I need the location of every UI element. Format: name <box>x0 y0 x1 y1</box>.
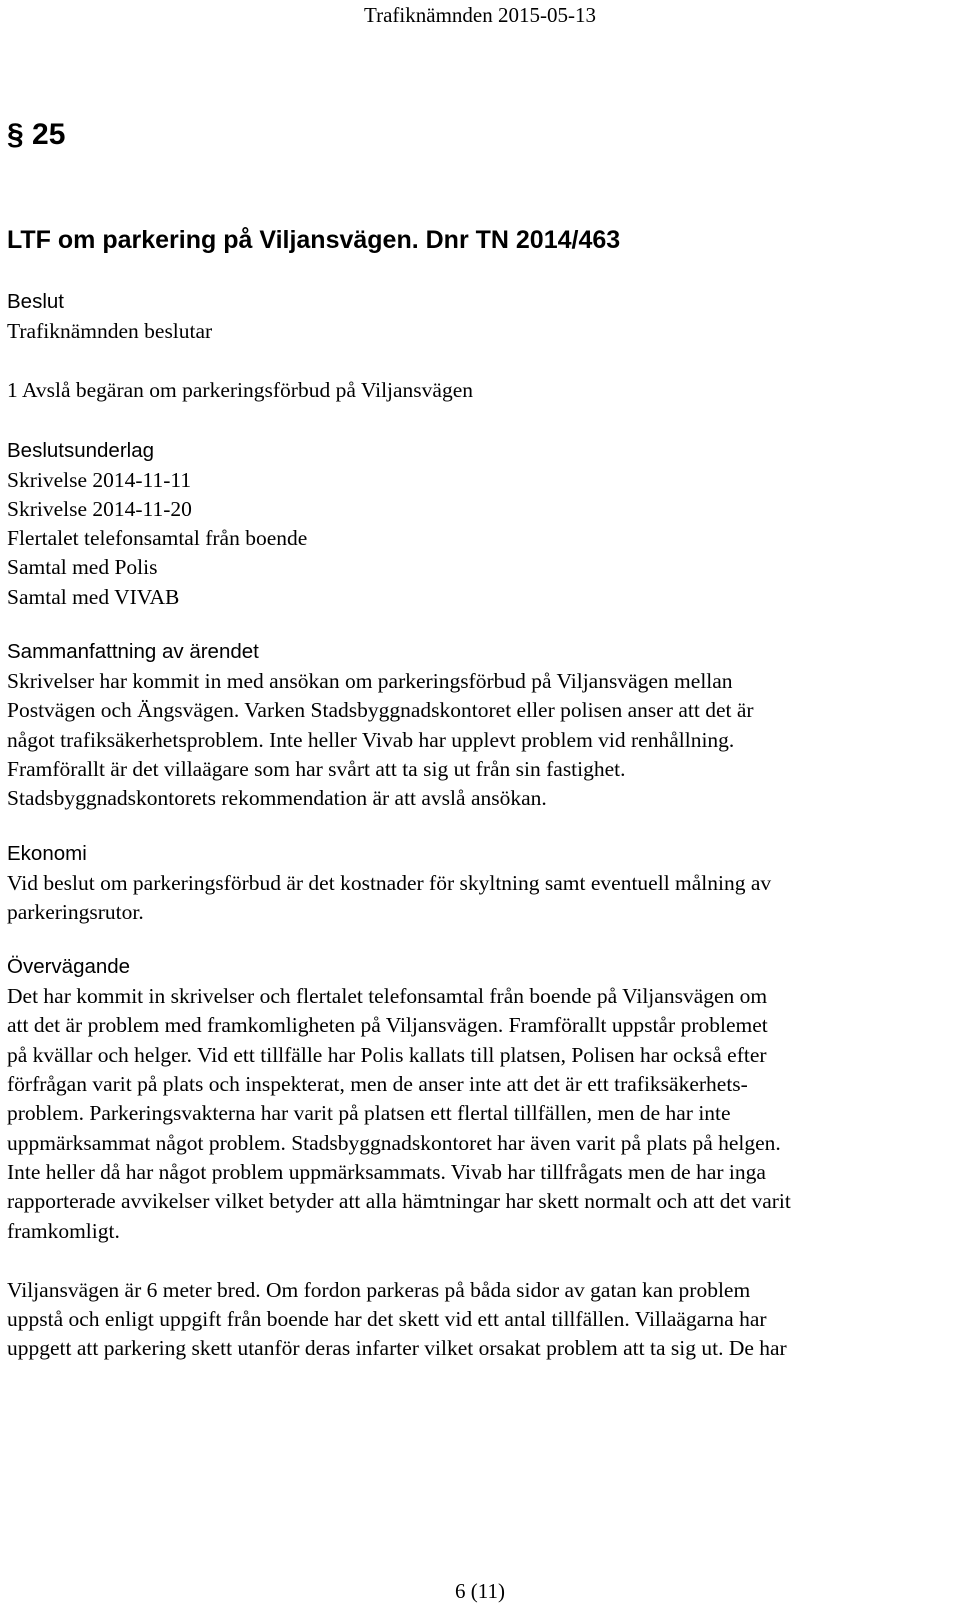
overvagande-heading: Övervägande <box>7 955 131 979</box>
ekonomi-line: Vid beslut om parkeringsförbud är det kostnader för skyltning samt eventuell målning av <box>7 870 772 895</box>
sammanfattning-line: något trafiksäkerhetsproblem. Inte heller Vivab har upplevt problem vid renhållning. <box>7 727 735 752</box>
beslut-decision-item: 1 Avslå begäran om parkeringsförbud på Viljansvägen <box>7 378 474 403</box>
beslutsunderlag-item: Samtal med Polis <box>7 555 158 580</box>
ekonomi-heading: Ekonomi <box>7 841 87 865</box>
beslutsunderlag-item: Skrivelse 2014-11-20 <box>7 496 192 521</box>
overvagande-section <box>7 952 952 1364</box>
sammanfattning-section <box>7 637 952 813</box>
sammanfattning-line: Stadsbyggnadskontorets rekommendation är att avslå ansökan. <box>7 786 547 811</box>
overvagande-line: uppmärksammat något problem. Stadsbyggnadskontoret har även varit på plats på helgen. <box>7 1130 781 1155</box>
overvagande-line: Det har kommit in skrivelser och flertalet telefonsamtal från boende på Viljansvägen om <box>7 984 768 1009</box>
overvagande-line: på kvällar och helger. Vid ett tillfälle har Polis kallats till platsen, Polisen har också efter <box>7 1042 767 1067</box>
overvagande-line: problem. Parkeringsvakterna har varit på platsen ett flertal tillfällen, men de har inte <box>7 1101 731 1126</box>
sammanfattning-line: Postvägen och Ängsvägen. Varken Stadsbyggnadskontoret eller polisen anser att det är <box>7 698 754 723</box>
ekonomi-section <box>7 839 952 928</box>
overvagande-line: att det är problem med framkomligheten på Viljansvägen. Framförallt uppstår problemet <box>7 1013 768 1038</box>
beslutsunderlag-item: Flertalet telefonsamtal från boende <box>7 526 308 551</box>
overvagande-line: Viljansvägen är 6 meter bred. Om fordon parkeras på båda sidor av gatan kan problem <box>7 1277 751 1302</box>
section-number: § 25 <box>7 118 66 151</box>
beslutsunderlag-heading: Beslutsunderlag <box>7 438 155 462</box>
page-header: Trafiknämnden 2015-05-13 <box>364 3 596 27</box>
beslut-section <box>7 287 952 406</box>
sammanfattning-line: Framförallt är det villaägare som har svårt att ta sig ut från sin fastighet. <box>7 756 626 781</box>
sammanfattning-line: Skrivelser har kommit in med ansökan om parkeringsförbud på Viljansvägen mellan <box>7 669 733 694</box>
sammanfattning-heading: Sammanfattning av ärendet <box>7 640 259 664</box>
beslut-heading: Beslut <box>7 290 64 313</box>
overvagande-line: rapporterade avvikelser vilket betyder att alla hämtningar har skett normalt och att det varit <box>7 1189 791 1214</box>
ekonomi-line: parkeringsrutor. <box>7 899 144 924</box>
beslutsunderlag-section <box>7 436 952 612</box>
overvagande-line: förfrågan varit på plats och inspekterat, men de anser inte att det är ett trafiksäkerhets- <box>7 1072 748 1097</box>
overvagande-line: uppstå och enligt uppgift från boende har det skett vid ett antal tillfällen. Villaägarna har <box>7 1307 767 1332</box>
overvagande-line: Inte heller då har något problem uppmärksammats. Vivab har tillfrågats men de har inga <box>7 1159 766 1184</box>
beslutsunderlag-item: Samtal med VIVAB <box>7 584 180 609</box>
document-title: LTF om parkering på Viljansvägen. Dnr TN 2014/463 <box>7 226 621 254</box>
page-number: 6 (11) <box>455 1579 505 1603</box>
beslut-line: Trafiknämnden beslutar <box>7 319 213 343</box>
document-body <box>7 287 952 1364</box>
overvagande-line: framkomligt. <box>7 1218 120 1243</box>
overvagande-line: uppgett att parkering skett utanför deras infarter vilket orsakat problem att ta sig ut. De har <box>7 1336 787 1361</box>
beslutsunderlag-item: Skrivelse 2014-11-11 <box>7 467 192 492</box>
